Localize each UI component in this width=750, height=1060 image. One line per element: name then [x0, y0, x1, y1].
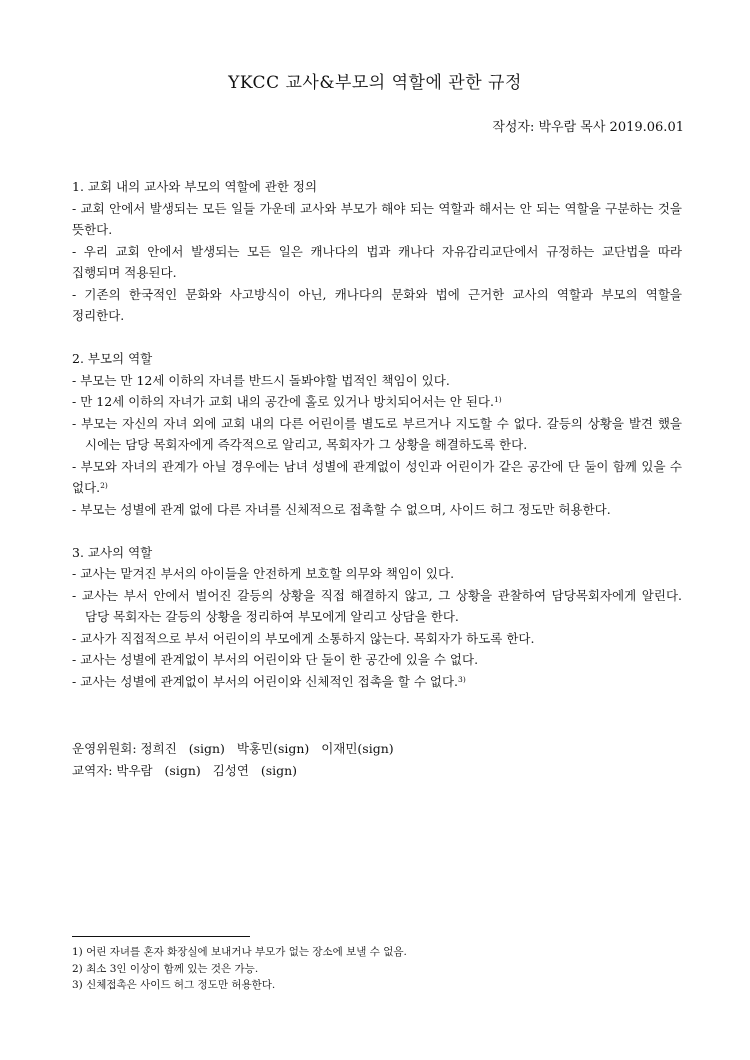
section-heading: 1. 교회 내의 교사와 부모의 역할에 관한 정의 [72, 179, 318, 194]
footnote-ref: 3) [458, 674, 466, 684]
item-text: - 교회 안에서 발생되는 모든 일들 가운데 교사와 부모가 해야 되는 역할과 해서는 안 되는 역할을 구분하는 것을 뜻한다. [72, 200, 682, 237]
list-item [72, 671, 682, 693]
footnote: 2) 최소 3인 이상이 함께 있는 것은 가능. [72, 962, 259, 975]
footnote-ref: 2) [100, 481, 108, 490]
item-text: - 부모는 만 12세 이하의 자녀를 반드시 돌봐야할 법적인 책임이 있다. [72, 372, 450, 388]
item-text: - 부모는 성별에 관계 없에 다른 자녀를 신체적으로 접촉할 수 없으며, 사이드 허그 정도만 허용한다. [72, 501, 611, 517]
list-item [72, 628, 682, 650]
footnotes [72, 944, 407, 994]
list-item [72, 499, 682, 521]
footnote-divider [72, 936, 250, 937]
footnote: 1) 어린 자녀를 혼자 화장실에 보내거나 부모가 없는 장소에 보낼 수 없음. [72, 946, 407, 958]
item-text: - 교사가 직접적으로 부서 어린이의 부모에게 소통하지 않는다. 목회자가 하도록 한다. [72, 630, 535, 646]
footnote: 3) 신체접촉은 사이드 허그 정도만 허용한다. [72, 979, 276, 991]
minister-signatures: 교역자: 박우람 (sign) 김성연 (sign) [72, 762, 298, 778]
section-definition [72, 176, 682, 327]
list-item [72, 585, 682, 628]
list-item [72, 198, 682, 241]
list-item [72, 391, 682, 413]
section-parent-role [72, 348, 682, 520]
list-item [72, 456, 682, 499]
section-heading: 3. 교사의 역할 [72, 544, 153, 560]
item-text: - 기존의 한국적인 문화와 사고방식이 아닌, 캐나다의 문화와 법에 근거한 교사의 역할과 부모의 역할을 정리한다. [72, 286, 682, 323]
item-text: - 교사는 성별에 관계없이 부서의 어린이와 신체적인 접촉을 할 수 없다. [72, 673, 459, 689]
item-text: - 교사는 부서 안에서 벌어진 갈등의 상황을 직접 해결하지 않고, 그 상황을 관찰하여 담당목회자에게 알린다. 담당 목회자는 갈등의 상황을 정리하여 부모에게 알리고 상담을 한다. [72, 587, 682, 624]
footnote-ref: 1) [493, 395, 502, 404]
signature-block [72, 738, 394, 781]
item-text: - 부모는 자신의 자녀 외에 교회 내의 다른 어린이를 별도로 부르거나 지도할 수 없다. 갈등의 상황을 발견 했을 시에는 담당 목회자에게 즉각적으로 알리고, 목회자가 그 상황을 해결하도록 한다. [72, 415, 682, 452]
list-item [72, 284, 682, 327]
list-item [72, 649, 682, 671]
item-text: - 만 12세 이하의 자녀가 교회 내의 공간에 홀로 있거나 방치되어서는 안 된다. [72, 394, 494, 409]
document-title: YKCC 교사&부모의 역할에 관한 규정 [228, 73, 522, 93]
item-text: - 교사는 성별에 관계없이 부서의 어린이와 단 둘이 한 공간에 있을 수 없다. [72, 652, 479, 667]
document-body [72, 176, 682, 714]
item-text: - 우리 교회 안에서 발생되는 모든 일은 캐나다의 법과 캐나다 자유감리교단에서 규정하는 교단법을 따라 집행되며 적용된다. [72, 243, 682, 280]
list-item [72, 563, 682, 585]
author-line: 작성자: 박우람 목사 2019.06.01 [492, 120, 684, 135]
section-heading: 2. 부모의 역할 [72, 351, 153, 366]
list-item [72, 370, 682, 392]
committee-signatures: 운영위원회: 정희진 (sign) 박홍민(sign) 이재민(sign) [72, 741, 394, 756]
list-item [72, 413, 682, 456]
item-text: - 부모와 자녀의 관계가 아닐 경우에는 남녀 성별에 관계없이 성인과 어린이가 같은 공간에 단 둘이 함께 있을 수 없다. [72, 458, 682, 495]
item-text: - 교사는 맡겨진 부서의 아이들을 안전하게 보호할 의무와 책임이 있다. [72, 566, 455, 581]
section-teacher-role [72, 542, 682, 693]
list-item [72, 241, 682, 284]
